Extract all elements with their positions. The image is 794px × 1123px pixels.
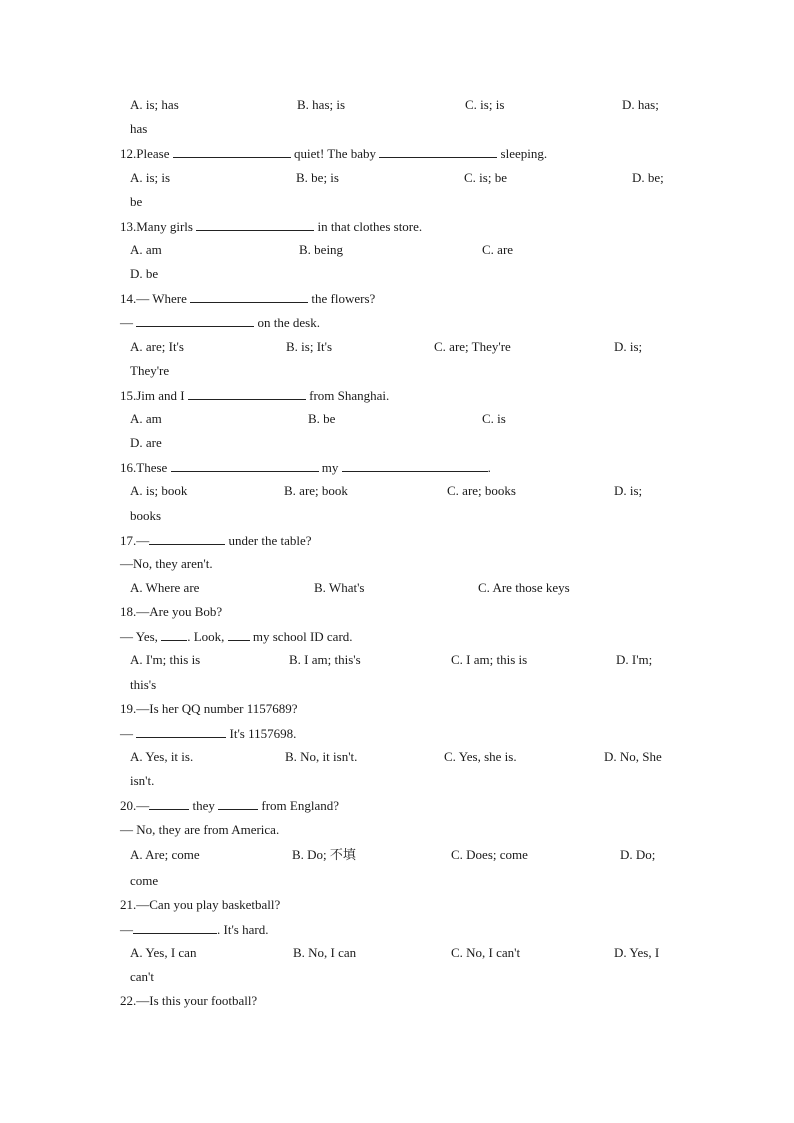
q14-option-b: B. is; It's <box>286 339 333 354</box>
q17-stem: 17.— under the table? <box>120 533 312 548</box>
q17-reply: —No, they aren't. <box>120 556 213 571</box>
q20-stem: 20.— they from England? <box>120 798 340 813</box>
q21-option-c: C. No, I can't <box>451 945 521 960</box>
q19-option-d-wrap: isn't. <box>130 773 155 788</box>
q12-option-a: A. is; is <box>130 170 171 185</box>
q14-option-c: C. are; They're <box>434 339 511 354</box>
q11-option-d: D. has; <box>622 97 659 112</box>
q15-stem: 15.Jim and I from Shanghai. <box>120 388 390 403</box>
q11-option-b: B. has; is <box>297 97 346 112</box>
q18-option-b: B. I am; this's <box>289 652 361 667</box>
q15-option-c: C. is <box>482 411 506 426</box>
q12-option-b: B. be; is <box>296 170 339 185</box>
q13-option-b: B. being <box>299 242 344 257</box>
q18-option-c: C. I am; this is <box>451 652 528 667</box>
q20-option-b: B. Do; 不填 <box>292 847 356 862</box>
q21-option-a: A. Yes, I can <box>130 945 197 960</box>
q14-reply: — on the desk. <box>120 315 320 330</box>
q19-stem: 19.—Is her QQ number 1157689? <box>120 701 298 716</box>
q21-option-d: D. Yes, I <box>614 945 660 960</box>
q14-option-d: D. is; <box>614 339 643 354</box>
q13-stem: 13.Many girls in that clothes store. <box>120 219 423 234</box>
q19-option-b: B. No, it isn't. <box>285 749 358 764</box>
q18-stem: 18.—Are you Bob? <box>120 604 223 619</box>
q12-option-d-wrap: be <box>130 194 143 209</box>
q12-option-d: D. be; <box>632 170 664 185</box>
q21-stem: 21.—Can you play basketball? <box>120 897 281 912</box>
q13-option-c: C. are <box>482 242 514 257</box>
q17-option-c: C. Are those keys <box>478 580 570 595</box>
q20-option-c: C. Does; come <box>451 847 528 862</box>
q16-option-c: C. are; books <box>447 483 516 498</box>
q20-option-d: D. Do; <box>620 847 656 862</box>
q11-option-d-wrap: has <box>130 121 148 136</box>
q20-option-a: A. Are; come <box>130 847 200 862</box>
q19-option-c: C. Yes, she is. <box>444 749 517 764</box>
q17-option-a: A. Where are <box>130 580 200 595</box>
q18-option-d: D. I'm; <box>616 652 653 667</box>
q14-option-a: A. are; It's <box>130 339 184 354</box>
q18-option-d-wrap: this's <box>130 677 157 692</box>
q14-stem: 14.— Where the flowers? <box>120 291 376 306</box>
q22-stem: 22.—Is this your football? <box>120 993 258 1008</box>
q16-option-d-wrap: books <box>130 508 162 523</box>
q13-option-a: A. am <box>130 242 162 257</box>
q12-option-c: C. is; be <box>464 170 507 185</box>
q19-option-a: A. Yes, it is. <box>130 749 194 764</box>
q16-option-d: D. is; <box>614 483 643 498</box>
q18-option-a: A. I'm; this is <box>130 652 201 667</box>
q15-option-a: A. am <box>130 411 162 426</box>
q14-option-d-wrap: They're <box>130 363 170 378</box>
q21-option-d-wrap: can't <box>130 969 154 984</box>
q21-reply: — . It's hard. <box>120 922 269 937</box>
q20-reply: — No, they are from America. <box>120 822 280 837</box>
q12-stem: 12.Please quiet! The baby sleeping. <box>120 146 548 161</box>
q20-option-d-wrap: come <box>130 873 159 888</box>
q19-option-d: D. No, She <box>604 749 662 764</box>
q15-option-b: B. be <box>308 411 336 426</box>
q16-option-a: A. is; book <box>130 483 188 498</box>
q11-option-c: C. is; is <box>465 97 505 112</box>
q16-stem: 16.These my . <box>120 460 491 475</box>
q19-reply: — It's 1157698. <box>120 726 297 741</box>
q21-option-b: B. No, I can <box>293 945 357 960</box>
q11-option-a: A. is; has <box>130 97 179 112</box>
q17-option-b: B. What's <box>314 580 365 595</box>
q13-option-d: D. be <box>130 266 159 281</box>
q15-option-d: D. are <box>130 435 162 450</box>
q16-option-b: B. are; book <box>284 483 348 498</box>
q18-reply: — Yes, . Look, my school ID card. <box>120 629 353 644</box>
